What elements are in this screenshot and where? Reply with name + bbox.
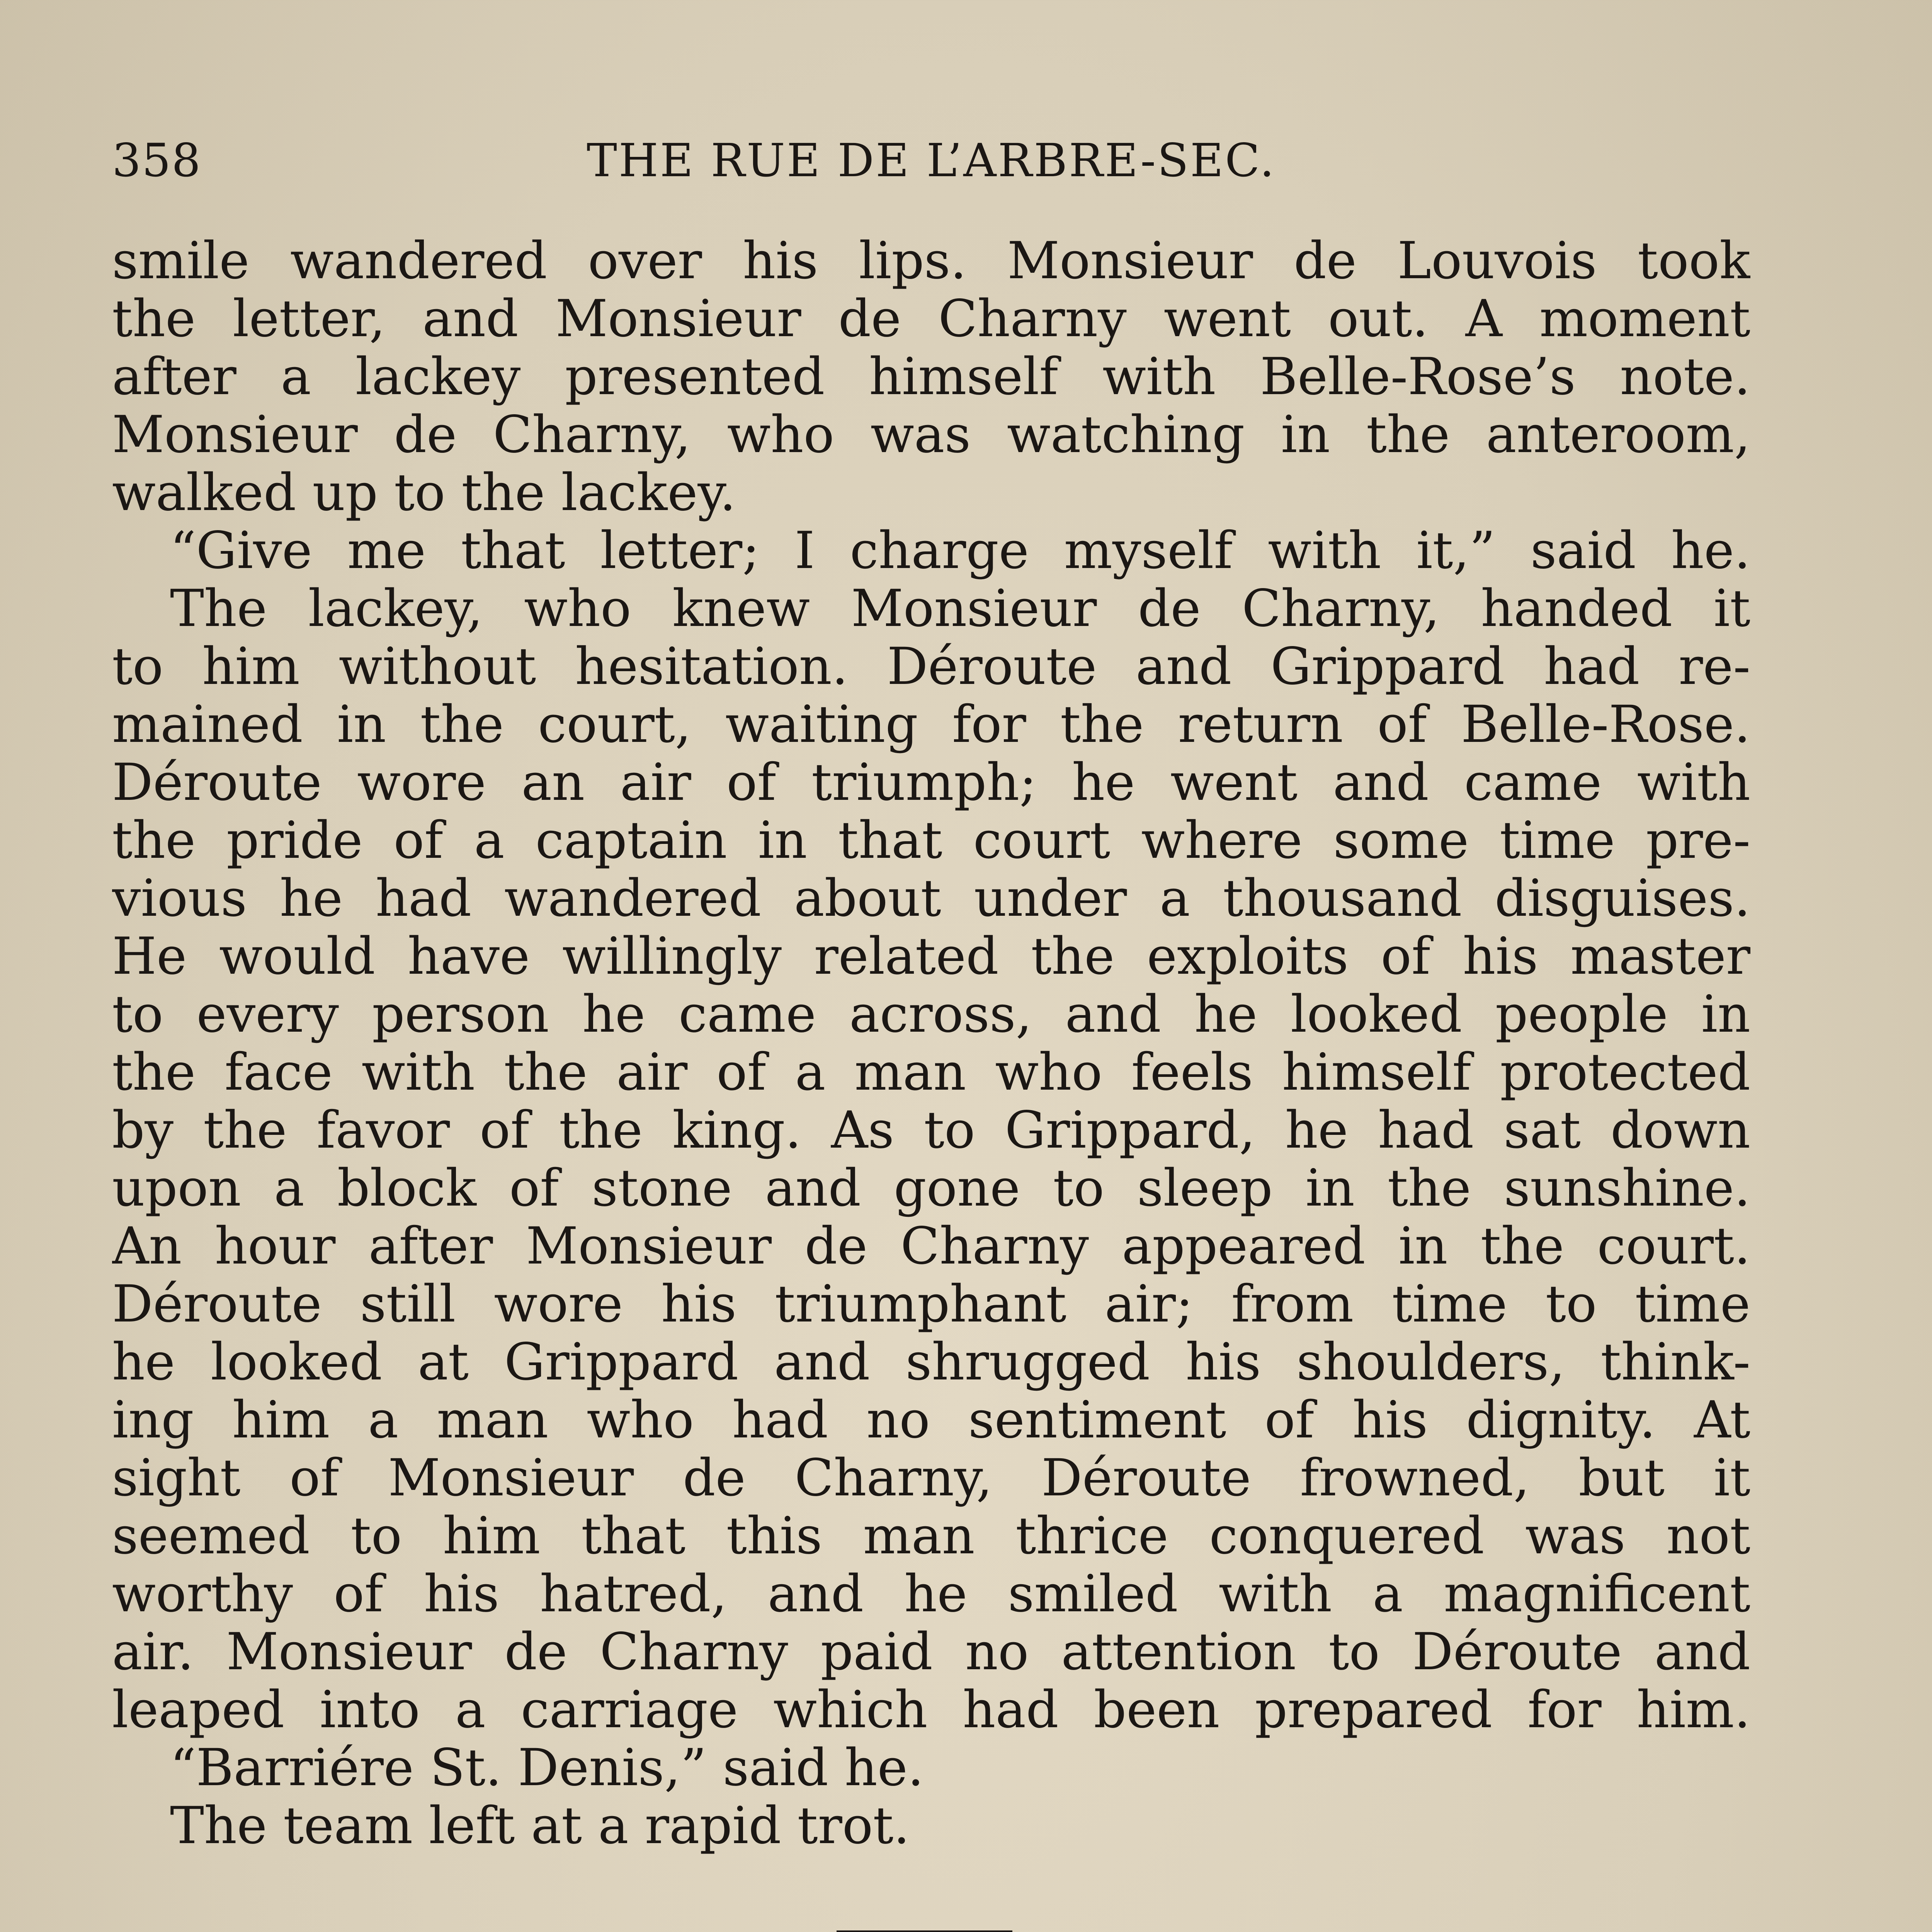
- text-line: air. Monsieur de Charny paid no attention to Déroute and: [112, 1623, 1750, 1681]
- text-line: seemed to him that this man thrice conquered was not: [112, 1507, 1750, 1565]
- text-line: ing him a man who had no sentiment of his dignity. At: [112, 1391, 1750, 1449]
- text-line: walked up to the lackey.: [112, 464, 736, 522]
- text-line: Déroute wore an air of triumph; he went and came with: [112, 753, 1750, 811]
- text-line: he looked at Grippard and shrugged his shoulders, think-: [112, 1333, 1750, 1391]
- text-line: after a lackey presented himself with Belle-Rose’s note.: [112, 348, 1750, 406]
- text-line: worthy of his hatred, and he smiled with a magnificent: [112, 1565, 1750, 1623]
- text-line: An hour after Monsieur de Charny appeared in the court.: [112, 1217, 1750, 1275]
- text-line: The team left at a rapid trot.: [170, 1797, 910, 1855]
- text-line: the face with the air of a man who feels himself protected: [112, 1043, 1750, 1101]
- text-line: by the favor of the king. As to Grippard, he had sat down: [112, 1101, 1750, 1159]
- body-text: [112, 232, 1750, 1855]
- text-line: leaped into a carriage which had been prepared for him.: [112, 1681, 1750, 1739]
- running-head: [112, 128, 1750, 193]
- text-line: Monsieur de Charny, who was watching in the anteroom,: [112, 406, 1750, 464]
- text-line: vious he had wandered about under a thousand disguises.: [112, 869, 1750, 927]
- text-line: the letter, and Monsieur de Charny went out. A moment: [112, 290, 1750, 348]
- page-number: 358: [112, 134, 202, 187]
- text-line: sight of Monsieur de Charny, Déroute frowned, but it: [112, 1449, 1750, 1507]
- text-line: mained in the court, waiting for the return of Belle-Rose.: [112, 696, 1750, 753]
- text-line: smile wandered over his lips. Monsieur de Louvois took: [112, 232, 1750, 290]
- text-line: Déroute still wore his triumphant air; from time to time: [112, 1275, 1750, 1333]
- text-line: upon a block of stone and gone to sleep in the sunshine.: [112, 1159, 1750, 1217]
- text-line: He would have willingly related the exploits of his master: [112, 927, 1750, 985]
- text-line: The lackey, who knew Monsieur de Charny, handed it: [170, 580, 1750, 638]
- text-line: “Give me that letter; I charge myself with it,” said he.: [170, 522, 1750, 580]
- section-divider: [837, 1930, 1012, 1932]
- text-line: to every person he came across, and he looked people in: [112, 985, 1750, 1043]
- text-line: “Barriére St. Denis,” said he.: [170, 1739, 924, 1797]
- text-line: to him without hesitation. Déroute and Grippard had re-: [112, 638, 1750, 696]
- running-title: THE RUE DE L’ARBRE-SEC.: [587, 134, 1276, 187]
- text-line: the pride of a captain in that court where some time pre-: [112, 811, 1750, 869]
